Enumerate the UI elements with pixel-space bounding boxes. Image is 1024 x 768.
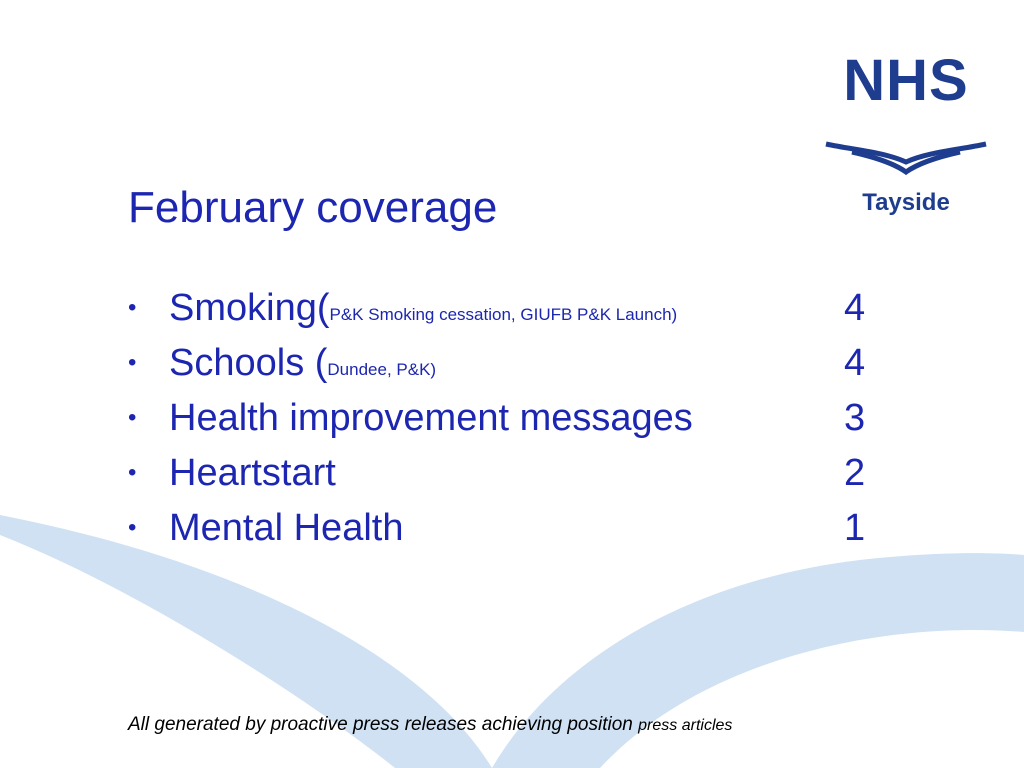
item-count: 4 bbox=[844, 287, 866, 329]
item-count: 1 bbox=[844, 507, 866, 549]
footer-main-text: All generated by proactive press releases achieving position bbox=[128, 714, 633, 735]
item-detail: Dundee, P&K) bbox=[327, 360, 437, 379]
bullet-icon: • bbox=[128, 294, 137, 321]
slide-title: February coverage bbox=[128, 183, 498, 232]
list-item bbox=[128, 392, 888, 447]
item-label: Smoking( bbox=[169, 287, 330, 329]
item-label: Schools ( bbox=[169, 342, 328, 384]
item-label: Mental Health bbox=[169, 507, 404, 549]
bullet-icon: • bbox=[128, 404, 137, 431]
bullet-icon: • bbox=[128, 459, 137, 486]
item-label: Heartstart bbox=[169, 452, 336, 494]
footer-note bbox=[128, 714, 732, 736]
list-item bbox=[128, 282, 888, 337]
logo-nhs-text: NHS bbox=[843, 48, 969, 113]
item-label: Health improvement messages bbox=[169, 397, 693, 439]
nhs-tayside-logo bbox=[822, 48, 990, 216]
list-item bbox=[128, 502, 888, 557]
bullet-icon: • bbox=[128, 514, 137, 541]
item-count: 2 bbox=[844, 452, 866, 494]
item-detail: P&K Smoking cessation, GIUFB P&K Launch) bbox=[329, 305, 678, 324]
item-count: 3 bbox=[844, 397, 866, 439]
bullet-icon: • bbox=[128, 349, 137, 376]
item-count: 4 bbox=[844, 342, 866, 384]
logo-wave-icon bbox=[824, 136, 988, 176]
list-item bbox=[128, 447, 888, 502]
logo-region-text: Tayside bbox=[862, 189, 950, 216]
coverage-list bbox=[128, 282, 888, 557]
footer-small-text: press articles bbox=[638, 717, 733, 734]
list-item bbox=[128, 337, 888, 392]
